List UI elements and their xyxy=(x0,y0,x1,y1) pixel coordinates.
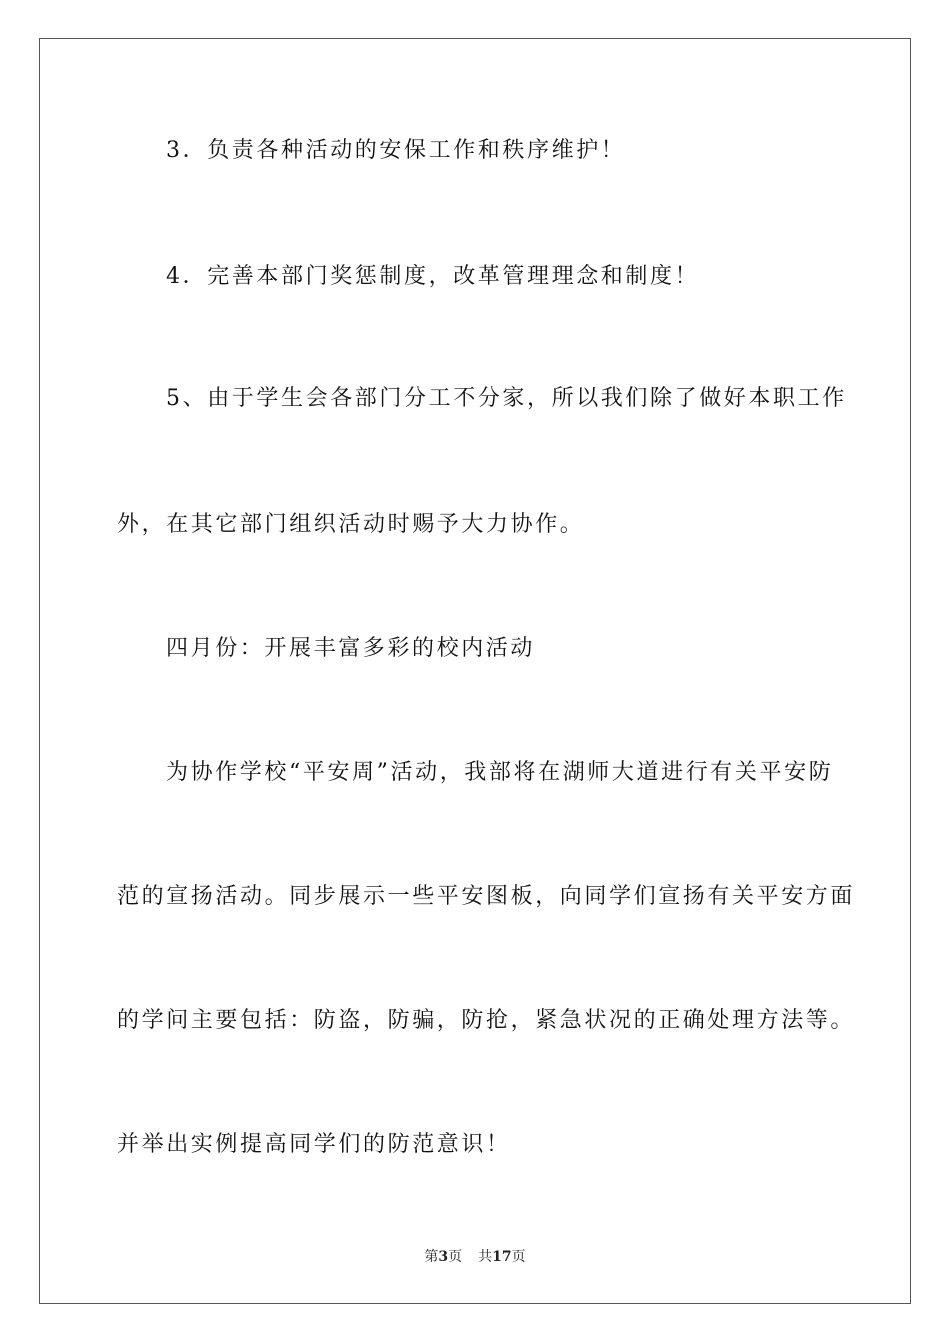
paragraph-item-5-line-2: 外，在其它部门组织活动时赐予大力协作。 xyxy=(117,512,585,537)
footer-page-prefix: 第 xyxy=(424,1249,439,1265)
paragraph-safety-week-line-3: 的学问主要包括：防盗，防骗，防抢，紧急状况的正确处理方法等。 xyxy=(117,1008,856,1033)
paragraph-safety-week-line-1: 为协作学校“平安周”活动，我部将在湖师大道进行有关平安防 xyxy=(166,760,834,785)
footer-total-prefix: 共 xyxy=(478,1249,493,1265)
footer-total-pages: 17 xyxy=(492,1249,512,1265)
page-footer xyxy=(0,1247,950,1267)
section-heading-april: 四月份：开展丰富多彩的校内活动 xyxy=(166,636,536,661)
paragraph-item-3: 3．负责各种活动的安保工作和秩序维护！ xyxy=(166,138,626,163)
paragraph-safety-week-line-4: 并举出实例提高同学们的防范意识！ xyxy=(117,1132,511,1157)
paragraph-item-5-line-1: 5、由于学生会各部门分工不分家，所以我们除了做好本职工作 xyxy=(166,386,847,411)
footer-total-suffix: 页 xyxy=(511,1249,526,1265)
paragraph-safety-week-line-2: 范的宣扬活动。同步展示一些平安图板，向同学们宣扬有关平安方面 xyxy=(117,884,856,909)
footer-page-suffix: 页 xyxy=(448,1249,463,1265)
page-border xyxy=(39,38,911,1304)
footer-page-number: 3 xyxy=(438,1249,449,1265)
paragraph-item-4: 4．完善本部门奖惩制度，改革管理理念和制度！ xyxy=(166,264,700,289)
